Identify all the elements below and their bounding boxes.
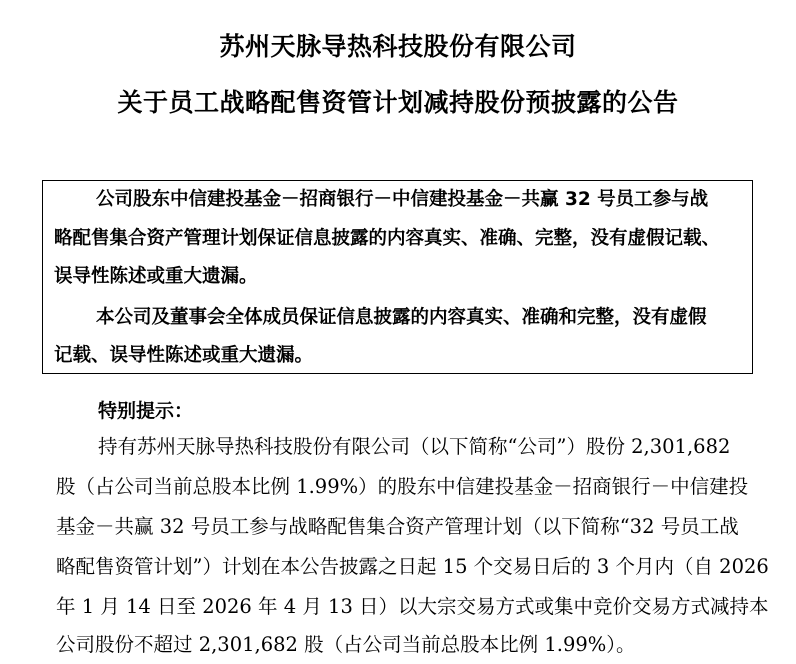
box-line-5: 记载、误导性陈述或重大遗漏。 [54, 345, 314, 366]
box-line-4: 本公司及董事会全体成员保证信息披露的内容真实、准确和完整，没有虚假 [96, 307, 707, 328]
paragraph-line-6: 公司股份不超过 2,301,682 股（占公司当前总股本比例 1.99%）。 [56, 633, 636, 656]
special-notice-label: 特别提示： [98, 400, 194, 422]
document-title-announcement: 关于员工战略配售资管计划减持股份预披露的公告 [117, 88, 679, 117]
paragraph-line-1: 持有苏州天脉导热科技股份有限公司（以下简称“公司”）股份 2,301,682 [98, 435, 731, 458]
box-line-2: 略配售集合资产管理计划保证信息披露的内容真实、准确、完整，没有虚假记载、 [54, 228, 721, 249]
paragraph-line-2: 股（占公司当前总股本比例 1.99%）的股东中信建投基金－招商银行－中信建投 [56, 475, 749, 498]
paragraph-line-4: 略配售资管计划”）计划在本公告披露之日起 15 个交易日后的 3 个月内（自 2026 [56, 555, 769, 578]
box-line-3: 误导性陈述或重大遗漏。 [54, 266, 258, 287]
paragraph-line-3: 基金－共赢 32 号员工参与战略配售集合资产管理计划（以下简称“32 号员工战 [56, 515, 739, 538]
box-line-1: 公司股东中信建投基金－招商银行－中信建投基金－共赢 32 号员工参与战 [96, 189, 709, 210]
paragraph-line-5: 年 1 月 14 日至 2026 年 4 月 13 日）以大宗交易方式或集中竞价交易方式减持本 [56, 595, 769, 618]
document-title-company: 苏州天脉导热科技股份有限公司 [219, 32, 577, 61]
